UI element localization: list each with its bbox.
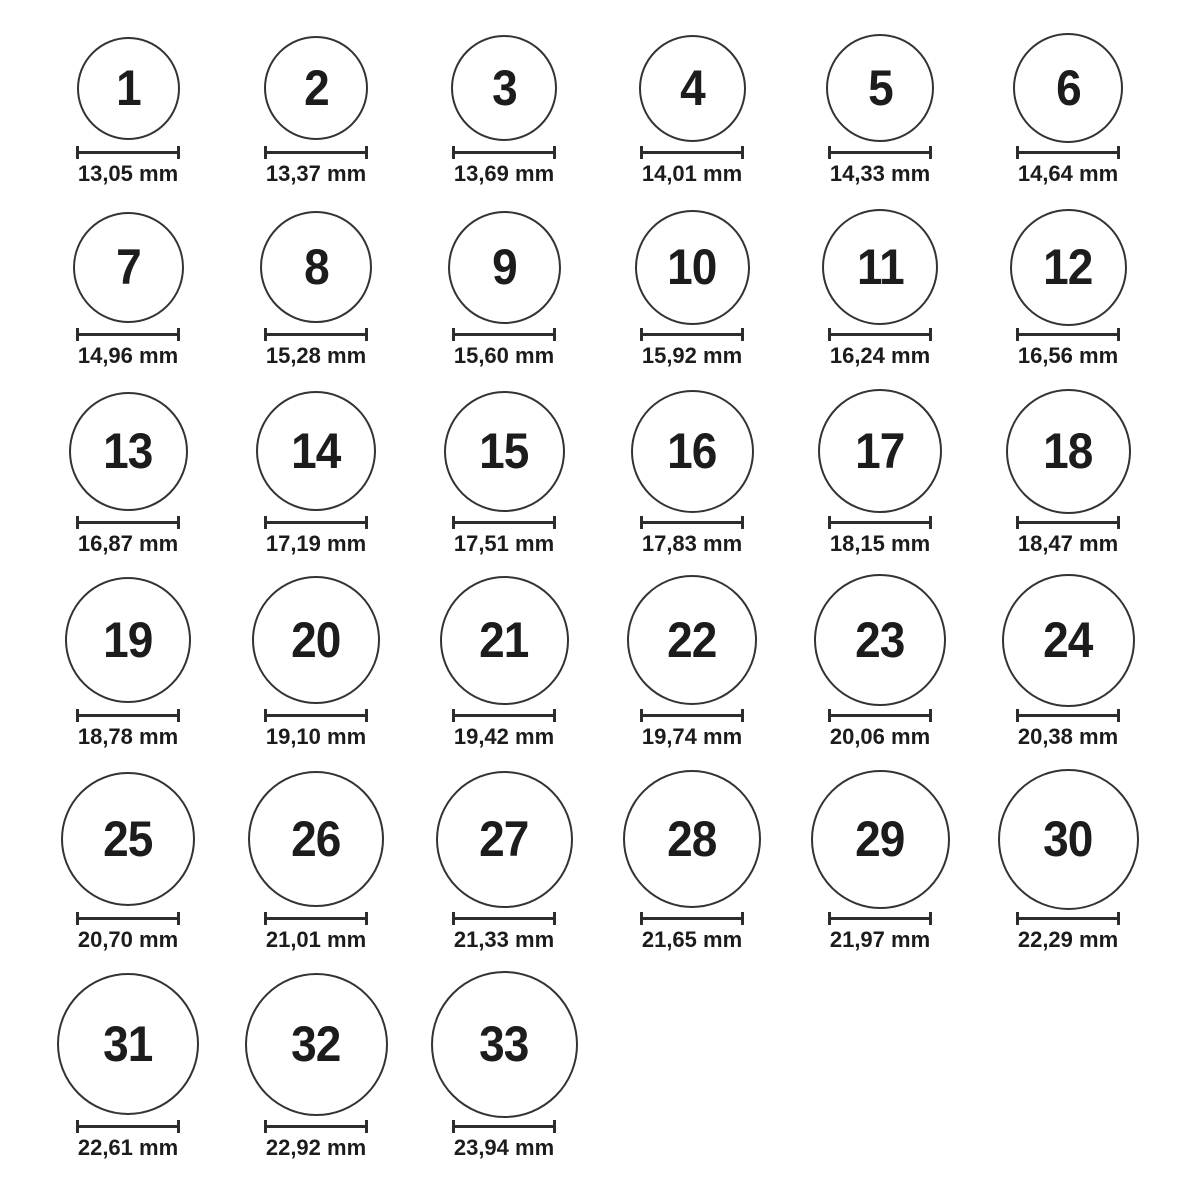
size-circle <box>444 391 565 512</box>
diameter-label: 17,19 mm <box>265 531 367 556</box>
diameter-label: 21,01 mm <box>265 927 367 952</box>
dimension-bar <box>455 521 553 524</box>
size-number: 31 <box>103 1016 153 1072</box>
size-circle <box>818 389 942 513</box>
size-circle <box>73 212 184 323</box>
size-number: 20 <box>291 612 341 668</box>
diameter-dimension-line <box>452 912 556 925</box>
diameter-dimension-line <box>76 146 180 159</box>
dimension-bar <box>1019 333 1117 336</box>
diameter-label: 21,65 mm <box>641 927 743 952</box>
size-circle <box>260 211 372 323</box>
size-circle <box>448 211 561 324</box>
size-number: 3 <box>491 60 517 116</box>
size-number: 4 <box>679 60 705 116</box>
diameter-dimension-line <box>76 1120 180 1133</box>
size-number: 19 <box>103 612 153 668</box>
diameter-label: 16,24 mm <box>829 343 931 368</box>
diameter-label: 14,64 mm <box>1017 161 1119 186</box>
dimension-bar <box>643 521 741 524</box>
diameter-dimension-line <box>828 328 932 341</box>
diameter-dimension-line <box>640 709 744 722</box>
diameter-label: 13,69 mm <box>453 161 555 186</box>
size-number: 28 <box>667 811 717 867</box>
size-circle <box>1002 574 1135 707</box>
size-number: 13 <box>103 423 153 479</box>
diameter-dimension-line <box>828 516 932 529</box>
size-number: 33 <box>479 1016 529 1072</box>
diameter-label: 22,61 mm <box>77 1135 179 1160</box>
size-circle <box>631 390 754 513</box>
dimension-bar <box>267 1125 365 1128</box>
diameter-dimension-line <box>264 328 368 341</box>
dimension-bar <box>831 917 929 920</box>
diameter-dimension-line <box>264 709 368 722</box>
size-number: 25 <box>103 811 153 867</box>
dimension-bar <box>79 333 177 336</box>
dimension-bar <box>643 714 741 717</box>
diameter-label: 14,96 mm <box>77 343 179 368</box>
diameter-label: 17,83 mm <box>641 531 743 556</box>
size-circle <box>811 770 950 909</box>
diameter-dimension-line <box>76 912 180 925</box>
size-circle <box>57 973 199 1115</box>
size-number: 10 <box>667 239 717 295</box>
size-number: 24 <box>1043 612 1093 668</box>
size-number: 32 <box>291 1016 341 1072</box>
dimension-bar <box>79 1125 177 1128</box>
diameter-dimension-line <box>640 146 744 159</box>
size-number: 2 <box>303 60 329 116</box>
size-number: 29 <box>855 811 905 867</box>
diameter-label: 20,38 mm <box>1017 724 1119 749</box>
diameter-label: 14,01 mm <box>641 161 743 186</box>
diameter-label: 19,74 mm <box>641 724 743 749</box>
size-circle <box>814 574 946 706</box>
dimension-bar <box>831 333 929 336</box>
size-number: 27 <box>479 811 529 867</box>
diameter-label: 13,05 mm <box>77 161 179 186</box>
diameter-dimension-line <box>1016 912 1120 925</box>
diameter-label: 18,78 mm <box>77 724 179 749</box>
diameter-dimension-line <box>452 1120 556 1133</box>
diameter-dimension-line <box>828 709 932 722</box>
size-circle <box>264 36 368 140</box>
diameter-label: 13,37 mm <box>265 161 367 186</box>
size-circle <box>627 575 757 705</box>
diameter-dimension-line <box>264 146 368 159</box>
size-circle <box>245 973 388 1116</box>
diameter-dimension-line <box>1016 328 1120 341</box>
diameter-dimension-line <box>828 146 932 159</box>
diameter-label: 17,51 mm <box>453 531 555 556</box>
dimension-bar <box>79 714 177 717</box>
size-circle <box>436 771 573 908</box>
size-circle <box>77 37 180 140</box>
size-circle <box>1013 33 1123 143</box>
diameter-dimension-line <box>452 709 556 722</box>
size-circle <box>431 971 578 1118</box>
diameter-label: 18,15 mm <box>829 531 931 556</box>
size-number: 30 <box>1043 811 1093 867</box>
diameter-label: 15,92 mm <box>641 343 743 368</box>
size-number: 14 <box>291 423 341 479</box>
diameter-label: 19,42 mm <box>453 724 555 749</box>
diameter-label: 16,87 mm <box>77 531 179 556</box>
dimension-bar <box>1019 714 1117 717</box>
size-circle <box>998 769 1139 910</box>
dimension-bar <box>79 917 177 920</box>
dimension-bar <box>455 151 553 154</box>
size-number: 23 <box>855 612 905 668</box>
diameter-label: 15,60 mm <box>453 343 555 368</box>
diameter-label: 14,33 mm <box>829 161 931 186</box>
diameter-dimension-line <box>264 1120 368 1133</box>
dimension-bar <box>831 521 929 524</box>
dimension-bar <box>267 714 365 717</box>
dimension-bar <box>643 917 741 920</box>
size-number: 17 <box>855 423 905 479</box>
size-number: 6 <box>1055 60 1081 116</box>
diameter-dimension-line <box>828 912 932 925</box>
size-circle <box>1010 209 1127 326</box>
diameter-dimension-line <box>1016 709 1120 722</box>
diameter-label: 18,47 mm <box>1017 531 1119 556</box>
diameter-dimension-line <box>264 516 368 529</box>
diameter-label: 21,33 mm <box>453 927 555 952</box>
diameter-dimension-line <box>76 516 180 529</box>
diameter-label: 20,06 mm <box>829 724 931 749</box>
diameter-label: 21,97 mm <box>829 927 931 952</box>
size-number: 22 <box>667 612 717 668</box>
size-number: 21 <box>479 612 529 668</box>
size-circle <box>248 771 384 907</box>
size-circle <box>65 577 191 703</box>
diameter-dimension-line <box>1016 146 1120 159</box>
size-number: 11 <box>856 239 904 295</box>
dimension-bar <box>643 333 741 336</box>
size-circle <box>69 392 188 511</box>
dimension-bar <box>455 714 553 717</box>
dimension-bar <box>643 151 741 154</box>
size-circle <box>256 391 376 511</box>
dimension-bar <box>831 151 929 154</box>
size-number: 9 <box>491 239 517 295</box>
size-number: 1 <box>115 60 141 116</box>
dimension-bar <box>1019 151 1117 154</box>
size-number: 26 <box>291 811 341 867</box>
diameter-dimension-line <box>640 328 744 341</box>
size-number: 5 <box>867 60 893 116</box>
diameter-dimension-line <box>452 328 556 341</box>
diameter-label: 22,92 mm <box>265 1135 367 1160</box>
diameter-label: 16,56 mm <box>1017 343 1119 368</box>
dimension-bar <box>455 333 553 336</box>
diameter-dimension-line <box>1016 516 1120 529</box>
size-number: 15 <box>479 423 529 479</box>
diameter-dimension-line <box>76 709 180 722</box>
size-circle <box>635 210 750 325</box>
dimension-bar <box>267 151 365 154</box>
size-circle <box>623 770 761 908</box>
diameter-label: 19,10 mm <box>265 724 367 749</box>
dimension-bar <box>267 333 365 336</box>
size-number: 7 <box>115 239 141 295</box>
diameter-label: 20,70 mm <box>77 927 179 952</box>
dimension-bar <box>1019 917 1117 920</box>
diameter-dimension-line <box>452 146 556 159</box>
size-circle <box>822 209 938 325</box>
size-number: 18 <box>1043 423 1093 479</box>
size-circle <box>826 34 934 142</box>
size-circle <box>639 35 746 142</box>
diameter-dimension-line <box>452 516 556 529</box>
dimension-bar <box>831 714 929 717</box>
dimension-bar <box>455 917 553 920</box>
diameter-dimension-line <box>640 516 744 529</box>
size-circle <box>451 35 557 141</box>
size-circle <box>61 772 195 906</box>
size-number: 16 <box>667 423 717 479</box>
diameter-label: 15,28 mm <box>265 343 367 368</box>
dimension-bar <box>267 917 365 920</box>
dimension-bar <box>267 521 365 524</box>
size-circle <box>440 576 569 705</box>
dimension-bar <box>1019 521 1117 524</box>
diameter-label: 23,94 mm <box>453 1135 555 1160</box>
size-circle <box>252 576 380 704</box>
diameter-dimension-line <box>640 912 744 925</box>
size-number: 8 <box>303 239 329 295</box>
diameter-dimension-line <box>76 328 180 341</box>
dimension-bar <box>79 151 177 154</box>
dimension-bar <box>455 1125 553 1128</box>
size-circle <box>1006 389 1131 514</box>
diameter-dimension-line <box>264 912 368 925</box>
size-number: 12 <box>1043 239 1093 295</box>
diameter-label: 22,29 mm <box>1017 927 1119 952</box>
dimension-bar <box>79 521 177 524</box>
